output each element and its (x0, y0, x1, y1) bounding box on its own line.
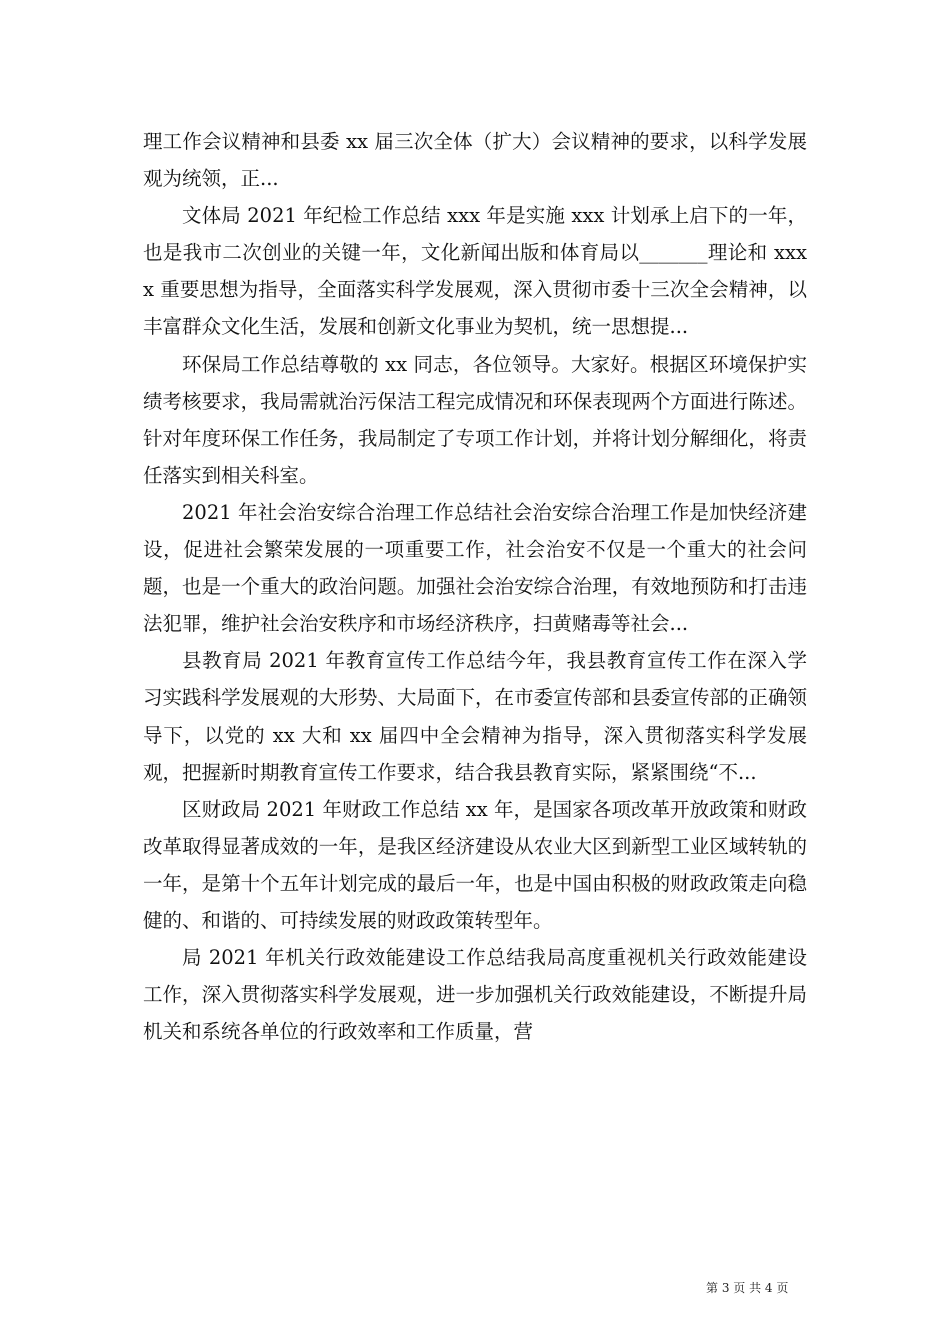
paragraph-3: 环保局工作总结尊敬的 xx 同志，各位领导。大家好。根据区环境保护实绩考核要求，我局需就治污保洁工程完成情况和环保表现两个方面进行陈述。针对年度环保工作任务，我局制定了专项工作计划，并将计划分解细化，将责任落实到相关科室。 (143, 352, 807, 487)
document-body (143, 123, 807, 1050)
paragraph-5: 县教育局 2021 年教育宣传工作总结今年，我县教育宣传工作在深入学习实践科学发展观的大形势、大局面下，在市委宣传部和县委宣传部的正确领导下，以党的 xx 大和 xx 届四中全会精神为指导，深入贯彻落实科学发展观，把握新时期教育宣传工作要求，结合我县教育实际，紧紧围绕“不... (143, 649, 807, 784)
page-number-footer: 第 3 页 共 4 页 (706, 1281, 789, 1295)
paragraph-4: 2021 年社会治安综合治理工作总结社会治安综合治理工作是加快经济建设，促进社会繁荣发展的一项重要工作，社会治安不仅是一个重大的社会问题，也是一个重大的政治问题。加强社会治安综合治理，有效地预防和打击违法犯罪，维护社会治安秩序和市场经济秩序，扫黄赌毒等社会... (143, 500, 807, 636)
paragraph-6: 区财政局 2021 年财政工作总结 xx 年，是国家各项改革开放政策和财政改革取得显著成效的一年，是我区经济建设从农业大区到新型工业区域转轨的一年，是第十个五年计划完成的最后一年，也是中国由积极的财政政策走向稳健的、和谐的、可持续发展的财政政策转型年。 (143, 797, 807, 932)
paragraph-2: 文体局 2021 年纪检工作总结 xxx 年是实施 xxx 计划承上启下的一年，也是我市二次创业的关键一年，文化新闻出版和体育局以_______理论和 xxxx 重要思想为指导，全面落实科学发展观，深入贯彻市委十三次全会精神，以丰富群众文化生活，发展和创新文化事业为契机，统一思想提... (143, 204, 807, 339)
paragraph-7: 局 2021 年机关行政效能建设工作总结我局高度重视机关行政效能建设工作，深入贯彻落实科学发展观，进一步加强机关行政效能建设，不断提升局机关和系统各单位的行政效率和工作质量，营 (143, 946, 807, 1044)
paragraph-1: 理工作会议精神和县委 xx 届三次全体（扩大）会议精神的要求，以科学发展观为统领，正... (143, 130, 807, 191)
